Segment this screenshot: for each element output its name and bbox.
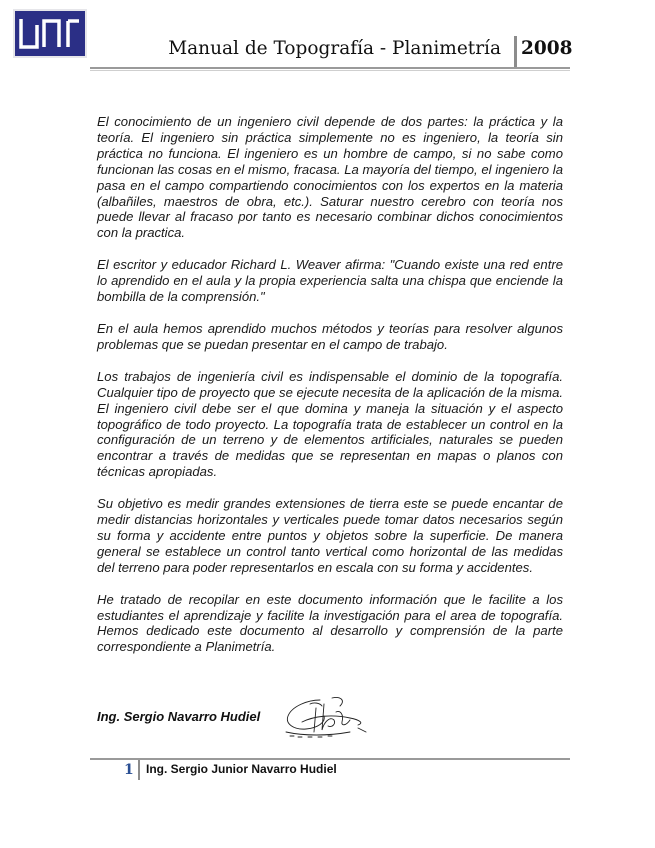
paragraph-1: El conocimiento de un ingeniero civil depende de dos partes: la práctica y la teoría. El ingeniero sin práctica simplemente no es ingeniero, la teoría sin práctica no funciona. El ingeniero es un hombre de campo, si no sabe como funcionan las cosas en el mismo, fracasa. La mayoría del tiempo, el ingeniero la pasa en el campo compartiendo conocimientos con los expertos en la materia (albañiles, maestros de obra, etc.). Saturar nuestro cerebro con teoría nos puede llevar al fracaso por tanto es necesario combinar dichos conocimientos con la practica. xyxy=(97,114,563,241)
signer-name: Ing. Sergio Navarro Hudiel xyxy=(97,709,261,724)
handwritten-signature xyxy=(280,692,375,742)
document-year: 2008 xyxy=(521,38,573,59)
footer-author: Ing. Sergio Junior Navarro Hudiel xyxy=(146,762,337,776)
paragraph-5: Su objetivo es medir grandes extensiones de tierra este se puede encantar de medir distancias horizontales y verticales puede tomar datos necesarios según su forma y accidente entre puntos y objetos sobre la superficie. De manera general se establece un control tanto vertical como horizontal de las medidas del terreno para poder representarlos en escala con su forma y accidentes. xyxy=(97,496,563,575)
paragraph-4: Los trabajos de ingeniería civil es indispensable el dominio de la topografía. Cualquier tipo de proyecto que se ejecute necesita de la aplicación de la misma. El ingeniero civil debe ser el que domina y maneja la situación y el aspecto topográfico de todo proyecto. La topografía trata de establecer un control en la configuración de un terreno y de elementos artificiales, naturales se pueden encontrar a través de medidas que se representan en mapas o planos con técnicas apropiadas. xyxy=(97,368,563,480)
paragraph-6: He tratado de recopilar en este documento información que le facilite a los estudiantes el aprendizaje y facilite la investigación para el area de topografía. Hemos dedicado este documento al desarrollo y comprensión de la parte correspondiente a Planimetría. xyxy=(97,591,563,655)
signature-block xyxy=(97,692,417,742)
body-text xyxy=(97,114,563,671)
page-number: 1 xyxy=(124,762,134,778)
uni-logo xyxy=(13,9,87,58)
header-rule-thin xyxy=(90,70,570,71)
footer-divider xyxy=(138,760,140,780)
footer-rule xyxy=(90,758,570,760)
header-divider xyxy=(514,36,517,68)
header-rule xyxy=(90,67,570,69)
paragraph-2: El escritor y educador Richard L. Weaver afirma: "Cuando existe una red entre lo aprendido en el aula y la propia experiencia salta una chispa que enciende la bombilla de la comprensión." xyxy=(97,257,563,305)
paragraph-3: En el aula hemos aprendido muchos métodos y teorías para resolver algunos problemas que se puedan presentar en el campo de trabajo. xyxy=(97,320,563,352)
document-title: Manual de Topografía - Planimetría xyxy=(168,38,501,59)
